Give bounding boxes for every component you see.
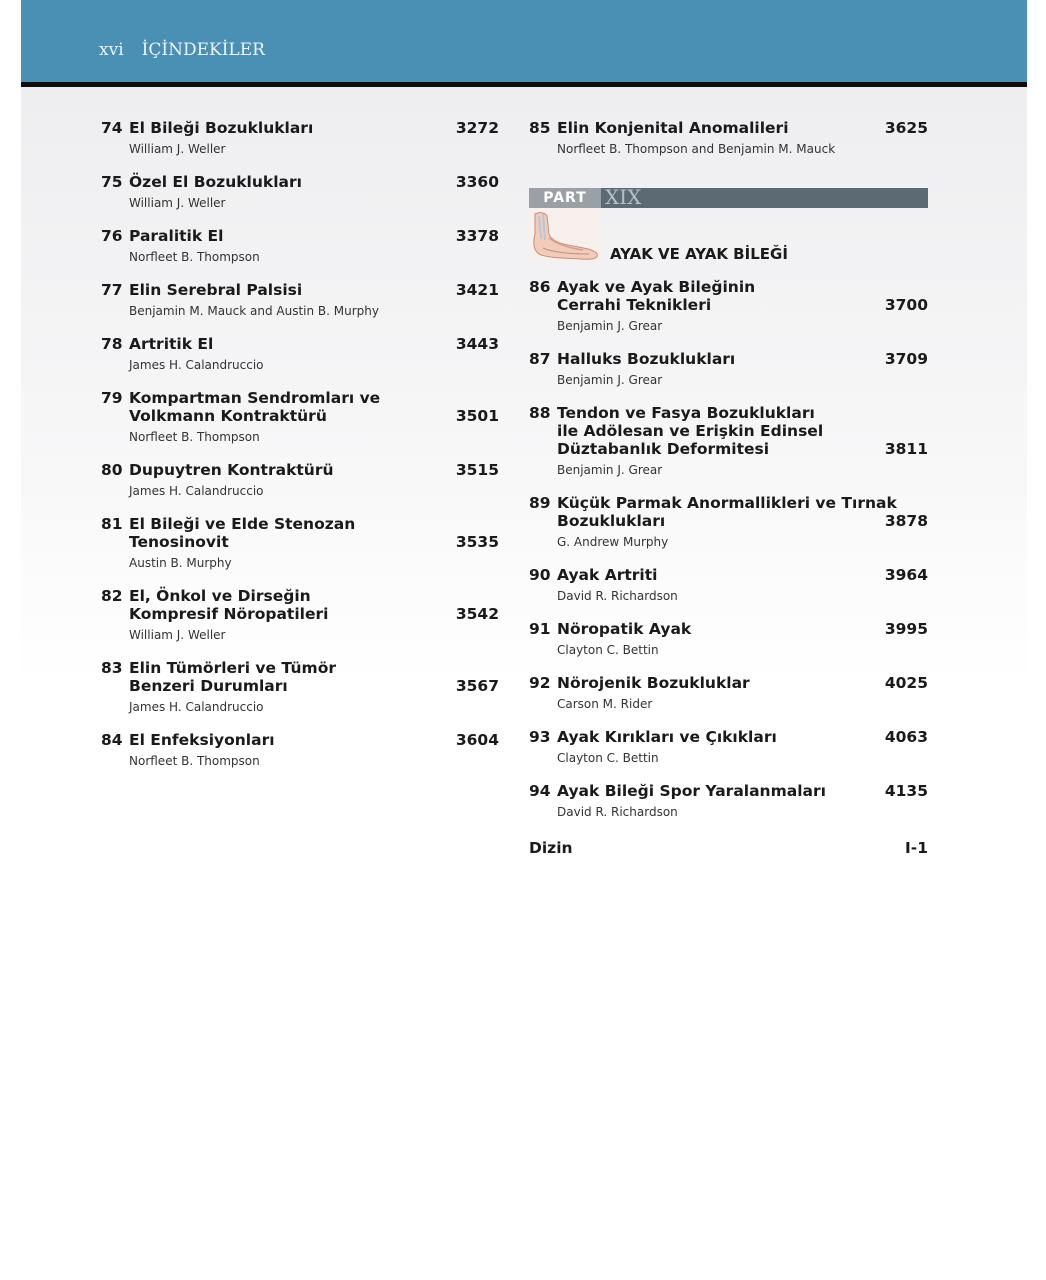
chapter-author: Benjamin J. Grear xyxy=(557,319,663,333)
chapter-number: 77 xyxy=(101,281,123,299)
chapter-author: Benjamin J. Grear xyxy=(557,373,663,387)
chapter-page: 3700 xyxy=(884,296,928,314)
chapter-page: 3501 xyxy=(455,407,499,425)
chapter-title[interactable]: Tendon ve Fasya Bozuklukları ile Adölesan ve Erişkin Edinsel Düztabanlık Deformitesi xyxy=(557,404,824,458)
chapter-title[interactable]: Elin Konjenital Anomalileri xyxy=(557,119,789,137)
chapter-title[interactable]: Halluks Bozuklukları xyxy=(557,350,736,368)
foot-ankle-icon xyxy=(529,208,601,262)
chapter-author: Norfleet B. Thompson and Benjamin M. Mauck xyxy=(557,142,836,156)
chapter-number: 87 xyxy=(529,350,551,368)
chapter-number: 89 xyxy=(529,494,551,512)
chapter-number: 81 xyxy=(101,515,123,533)
chapter-title[interactable]: Artritik El xyxy=(129,335,214,353)
chapter-number: 90 xyxy=(529,566,551,584)
chapter-title[interactable]: Ayak Bileği Spor Yaralanmaları xyxy=(557,782,826,800)
chapter-number: 82 xyxy=(101,587,123,605)
chapter-page: 3542 xyxy=(455,605,499,623)
chapter-page: 3515 xyxy=(455,461,499,479)
chapter-number: 76 xyxy=(101,227,123,245)
chapter-page: 4025 xyxy=(884,674,928,692)
chapter-page: 3995 xyxy=(884,620,928,638)
chapter-author: Clayton C. Bettin xyxy=(557,751,659,765)
chapter-title[interactable]: Nörojenik Bozukluklar xyxy=(557,674,750,692)
chapter-title[interactable]: El, Önkol ve Dirseğin Kompresif Nöropatileri xyxy=(129,587,329,623)
chapter-number: 83 xyxy=(101,659,123,677)
chapter-title[interactable]: Elin Tümörleri ve Tümör Benzeri Durumları xyxy=(129,659,336,695)
index-page: I-1 xyxy=(905,839,928,857)
chapter-number: 92 xyxy=(529,674,551,692)
chapter-author: Benjamin M. Mauck and Austin B. Murphy xyxy=(129,304,380,318)
chapter-author: Norfleet B. Thompson xyxy=(129,430,260,444)
chapter-author: David R. Richardson xyxy=(557,589,678,603)
chapter-author: Norfleet B. Thompson xyxy=(129,754,260,768)
chapter-page: 4135 xyxy=(884,782,928,800)
chapter-page: 3421 xyxy=(455,281,499,299)
chapter-page: 3625 xyxy=(884,119,928,137)
chapter-number: 80 xyxy=(101,461,123,479)
chapter-page: 3443 xyxy=(455,335,499,353)
chapter-number: 94 xyxy=(529,782,551,800)
chapter-title[interactable]: Ayak Artriti xyxy=(557,566,658,584)
part-number: XIX xyxy=(605,185,642,209)
part-title: AYAK VE AYAK BİLEĞİ xyxy=(610,245,788,263)
chapter-title[interactable]: Nöropatik Ayak xyxy=(557,620,692,638)
section-title: İÇİNDEKİLER xyxy=(141,40,265,60)
chapter-title[interactable]: Özel El Bozuklukları xyxy=(129,173,302,191)
chapter-author: Austin B. Murphy xyxy=(129,556,232,570)
chapter-author: Carson M. Rider xyxy=(557,697,653,711)
chapter-number: 74 xyxy=(101,119,123,137)
chapter-title[interactable]: Dupuytren Kontraktürü xyxy=(129,461,334,479)
chapter-page: 3535 xyxy=(455,533,499,551)
chapter-author: William J. Weller xyxy=(129,628,226,642)
chapter-page: 4063 xyxy=(884,728,928,746)
chapter-title[interactable]: Ayak Kırıkları ve Çıkıkları xyxy=(557,728,777,746)
chapter-author: Norfleet B. Thompson xyxy=(129,250,260,264)
chapter-page: 3604 xyxy=(455,731,499,749)
page-number: xvi xyxy=(99,40,124,60)
chapter-author: David R. Richardson xyxy=(557,805,678,819)
chapter-author: William J. Weller xyxy=(129,142,226,156)
chapter-author: James H. Calandruccio xyxy=(129,484,264,498)
chapter-title[interactable]: El Enfeksiyonları xyxy=(129,731,275,749)
chapter-page: 3709 xyxy=(884,350,928,368)
chapter-page: 3878 xyxy=(884,512,928,530)
chapter-page: 3378 xyxy=(455,227,499,245)
chapter-title[interactable]: El Bileği Bozuklukları xyxy=(129,119,314,137)
chapter-author: Benjamin J. Grear xyxy=(557,463,663,477)
chapter-title[interactable]: Ayak ve Ayak Bileğinin Cerrahi Teknikleri xyxy=(557,278,756,314)
chapter-number: 84 xyxy=(101,731,123,749)
chapter-page: 3964 xyxy=(884,566,928,584)
chapter-author: William J. Weller xyxy=(129,196,226,210)
chapter-author: Clayton C. Bettin xyxy=(557,643,659,657)
chapter-number: 86 xyxy=(529,278,551,296)
chapter-page: 3272 xyxy=(455,119,499,137)
chapter-page: 3360 xyxy=(455,173,499,191)
chapter-title[interactable]: Kompartman Sendromları ve Volkmann Kontraktürü xyxy=(129,389,381,425)
chapter-number: 88 xyxy=(529,404,551,422)
part-label: PART xyxy=(529,188,601,208)
chapter-number: 79 xyxy=(101,389,123,407)
chapter-title[interactable]: El Bileği ve Elde Stenozan Tenosinovit xyxy=(129,515,356,551)
chapter-number: 91 xyxy=(529,620,551,638)
chapter-title[interactable]: Küçük Parmak Anormallikleri ve Tırnak Bozuklukları xyxy=(557,494,897,530)
index-label: Dizin xyxy=(529,839,573,857)
header-text xyxy=(99,40,265,60)
chapter-page: 3811 xyxy=(884,440,928,458)
chapter-title[interactable]: Paralitik El xyxy=(129,227,224,245)
chapter-author: James H. Calandruccio xyxy=(129,700,264,714)
chapter-number: 85 xyxy=(529,119,551,137)
chapter-title[interactable]: Elin Serebral Palsisi xyxy=(129,281,303,299)
chapter-author: G. Andrew Murphy xyxy=(557,535,669,549)
chapter-number: 93 xyxy=(529,728,551,746)
chapter-number: 78 xyxy=(101,335,123,353)
chapter-author: James H. Calandruccio xyxy=(129,358,264,372)
chapter-page: 3567 xyxy=(455,677,499,695)
chapter-number: 75 xyxy=(101,173,123,191)
